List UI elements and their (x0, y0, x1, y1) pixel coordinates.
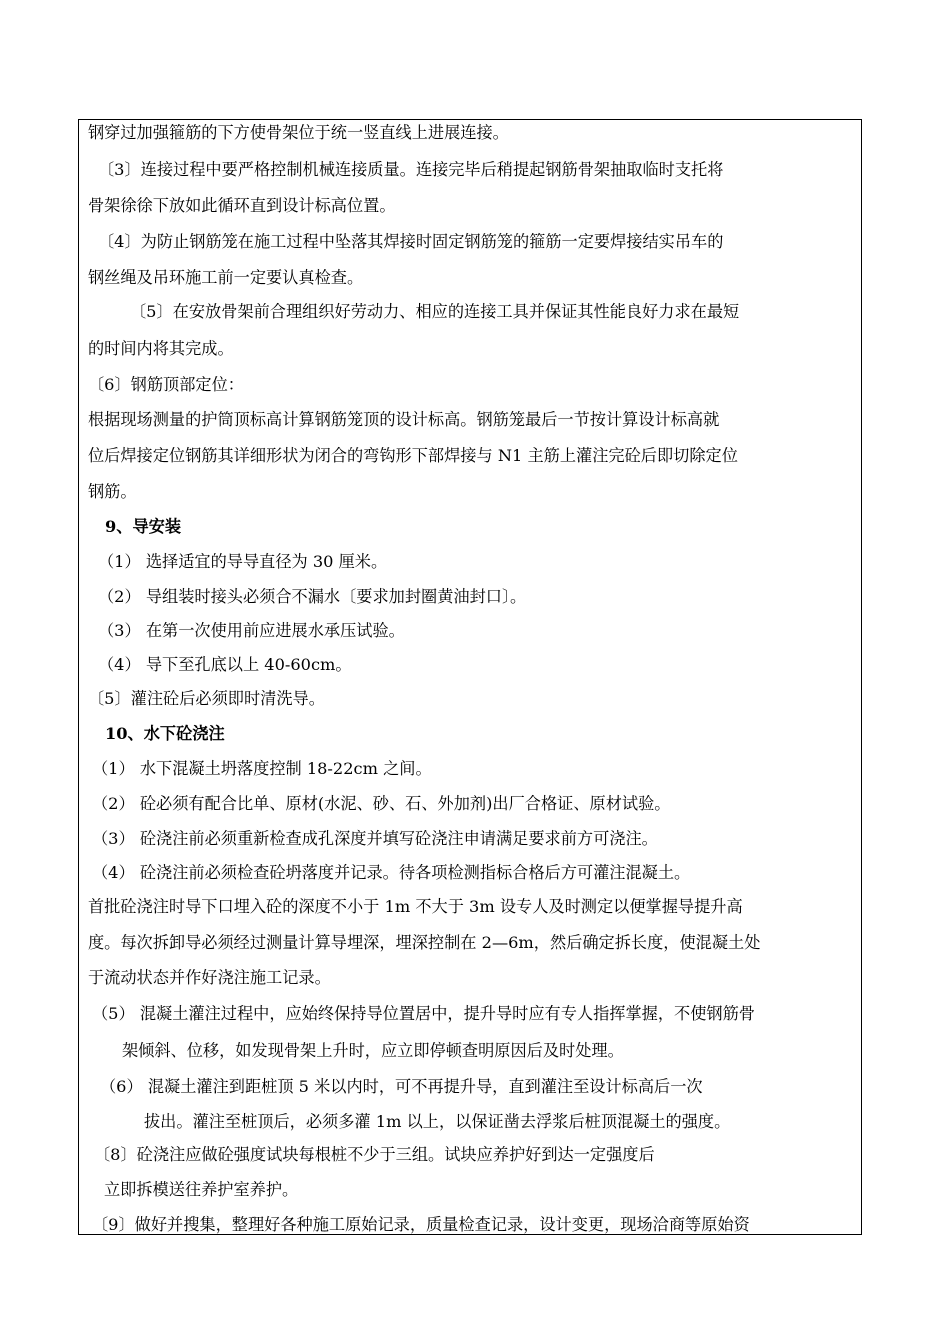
text-line: 骨架徐徐下放如此循环直到设计标高位置。 (88, 196, 396, 215)
text-line: 〔3〕连接过程中要严格控制机械连接质量。连接完毕后稍提起钢筋骨架抽取临时支托将 (98, 160, 724, 179)
text-line: 钢穿过加强箍筋的下方使骨架位于统一竖直线上进展连接。 (88, 123, 509, 142)
text-line: （1） 选择适宜的导导直径为 30 厘米。 (98, 552, 388, 571)
text-line: 根据现场测量的护筒顶标高计算钢筋笼顶的设计标高。钢筋笼最后一节按计算设计标高就 (88, 410, 720, 429)
text-line: 〔5〕灌注砼后必须即时清洗导。 (88, 689, 325, 708)
text-line: （1） 水下混凝土坍落度控制 18-22cm 之间。 (92, 759, 432, 778)
text-line: 钢筋。 (88, 482, 137, 501)
text-line: 拔出。灌注至桩顶后，必须多灌 1m 以上，以保证凿去浮浆后桩顶混凝土的强度。 (144, 1112, 731, 1131)
text-line: 首批砼浇注时导下口埋入砼的深度不小于 1m 不大于 3m 设专人及时测定以便掌握导提升高 (88, 897, 743, 916)
text-line: （2） 砼必须有配合比单、原材(水泥、砂、石、外加剂)出厂合格证、原材试验。 (92, 794, 671, 813)
text-line: 架倾斜、位移，如发现骨架上升时，应立即停顿查明原因后及时处理。 (122, 1041, 624, 1060)
text-line: 度。每次拆卸导必须经过测量计算导埋深，埋深控制在 2—6m，然后确定拆长度，使混凝土处 (88, 933, 761, 952)
text-line: 〔5〕在安放骨架前合理组织好劳动力、相应的连接工具并保证其性能良好力求在最短 (130, 302, 740, 321)
text-line: 的时间内将其完成。 (88, 339, 234, 358)
text-line: 〔6〕钢筋顶部定位： (88, 375, 244, 394)
text-line: 〔4〕为防止钢筋笼在施工过程中坠落其焊接时固定钢筋笼的箍筋一定要焊接结实吊车的 (98, 232, 724, 251)
text-line: 于流动状态并作好浇注施工记录。 (88, 968, 331, 987)
text-line: 钢丝绳及吊环施工前一定要认真检查。 (88, 268, 364, 287)
text-line: （4） 导下至孔底以上 40-60cm。 (98, 655, 352, 674)
text-line: （4） 砼浇注前必须检查砼坍落度并记录。待各项检测指标合格后方可灌注混凝土。 (92, 863, 691, 882)
text-line: （3） 在第一次使用前应进展水承压试验。 (98, 621, 405, 640)
text-line: （2） 导组装时接头必须合不漏水〔要求加封圈黄油封口〕。 (98, 587, 527, 606)
text-line: （3） 砼浇注前必须重新检查成孔深度并填写砼浇注申请满足要求前方可浇注。 (92, 829, 658, 848)
text-line: （5） 混凝土灌注过程中，应始终保持导位置居中，提升导时应有专人指挥掌握，不使钢筋骨 (92, 1004, 755, 1023)
text-line: 〔8〕砼浇注应做砼强度试块每根桩不少于三组。试块应养护好到达一定强度后 (94, 1145, 655, 1164)
text-line: 〔9〕做好并搜集，整理好各种施工原始记录，质量检查记录，设计变更，现场洽商等原始资 (92, 1215, 750, 1234)
text-line: （6） 混凝土灌注到距桩顶 5 米以内时，可不再提升导，直到灌注至设计标高后一次 (100, 1077, 703, 1096)
section-heading: 9、导安装 (105, 517, 182, 536)
text-line: 位后焊接定位钢筋其详细形状为闭合的弯钩形下部焊接与 N1 主筋上灌注完砼后即切除定位 (88, 446, 738, 465)
text-line: 立即拆模送往养护室养护。 (104, 1180, 299, 1199)
section-heading: 10、水下砼浇注 (105, 724, 225, 743)
